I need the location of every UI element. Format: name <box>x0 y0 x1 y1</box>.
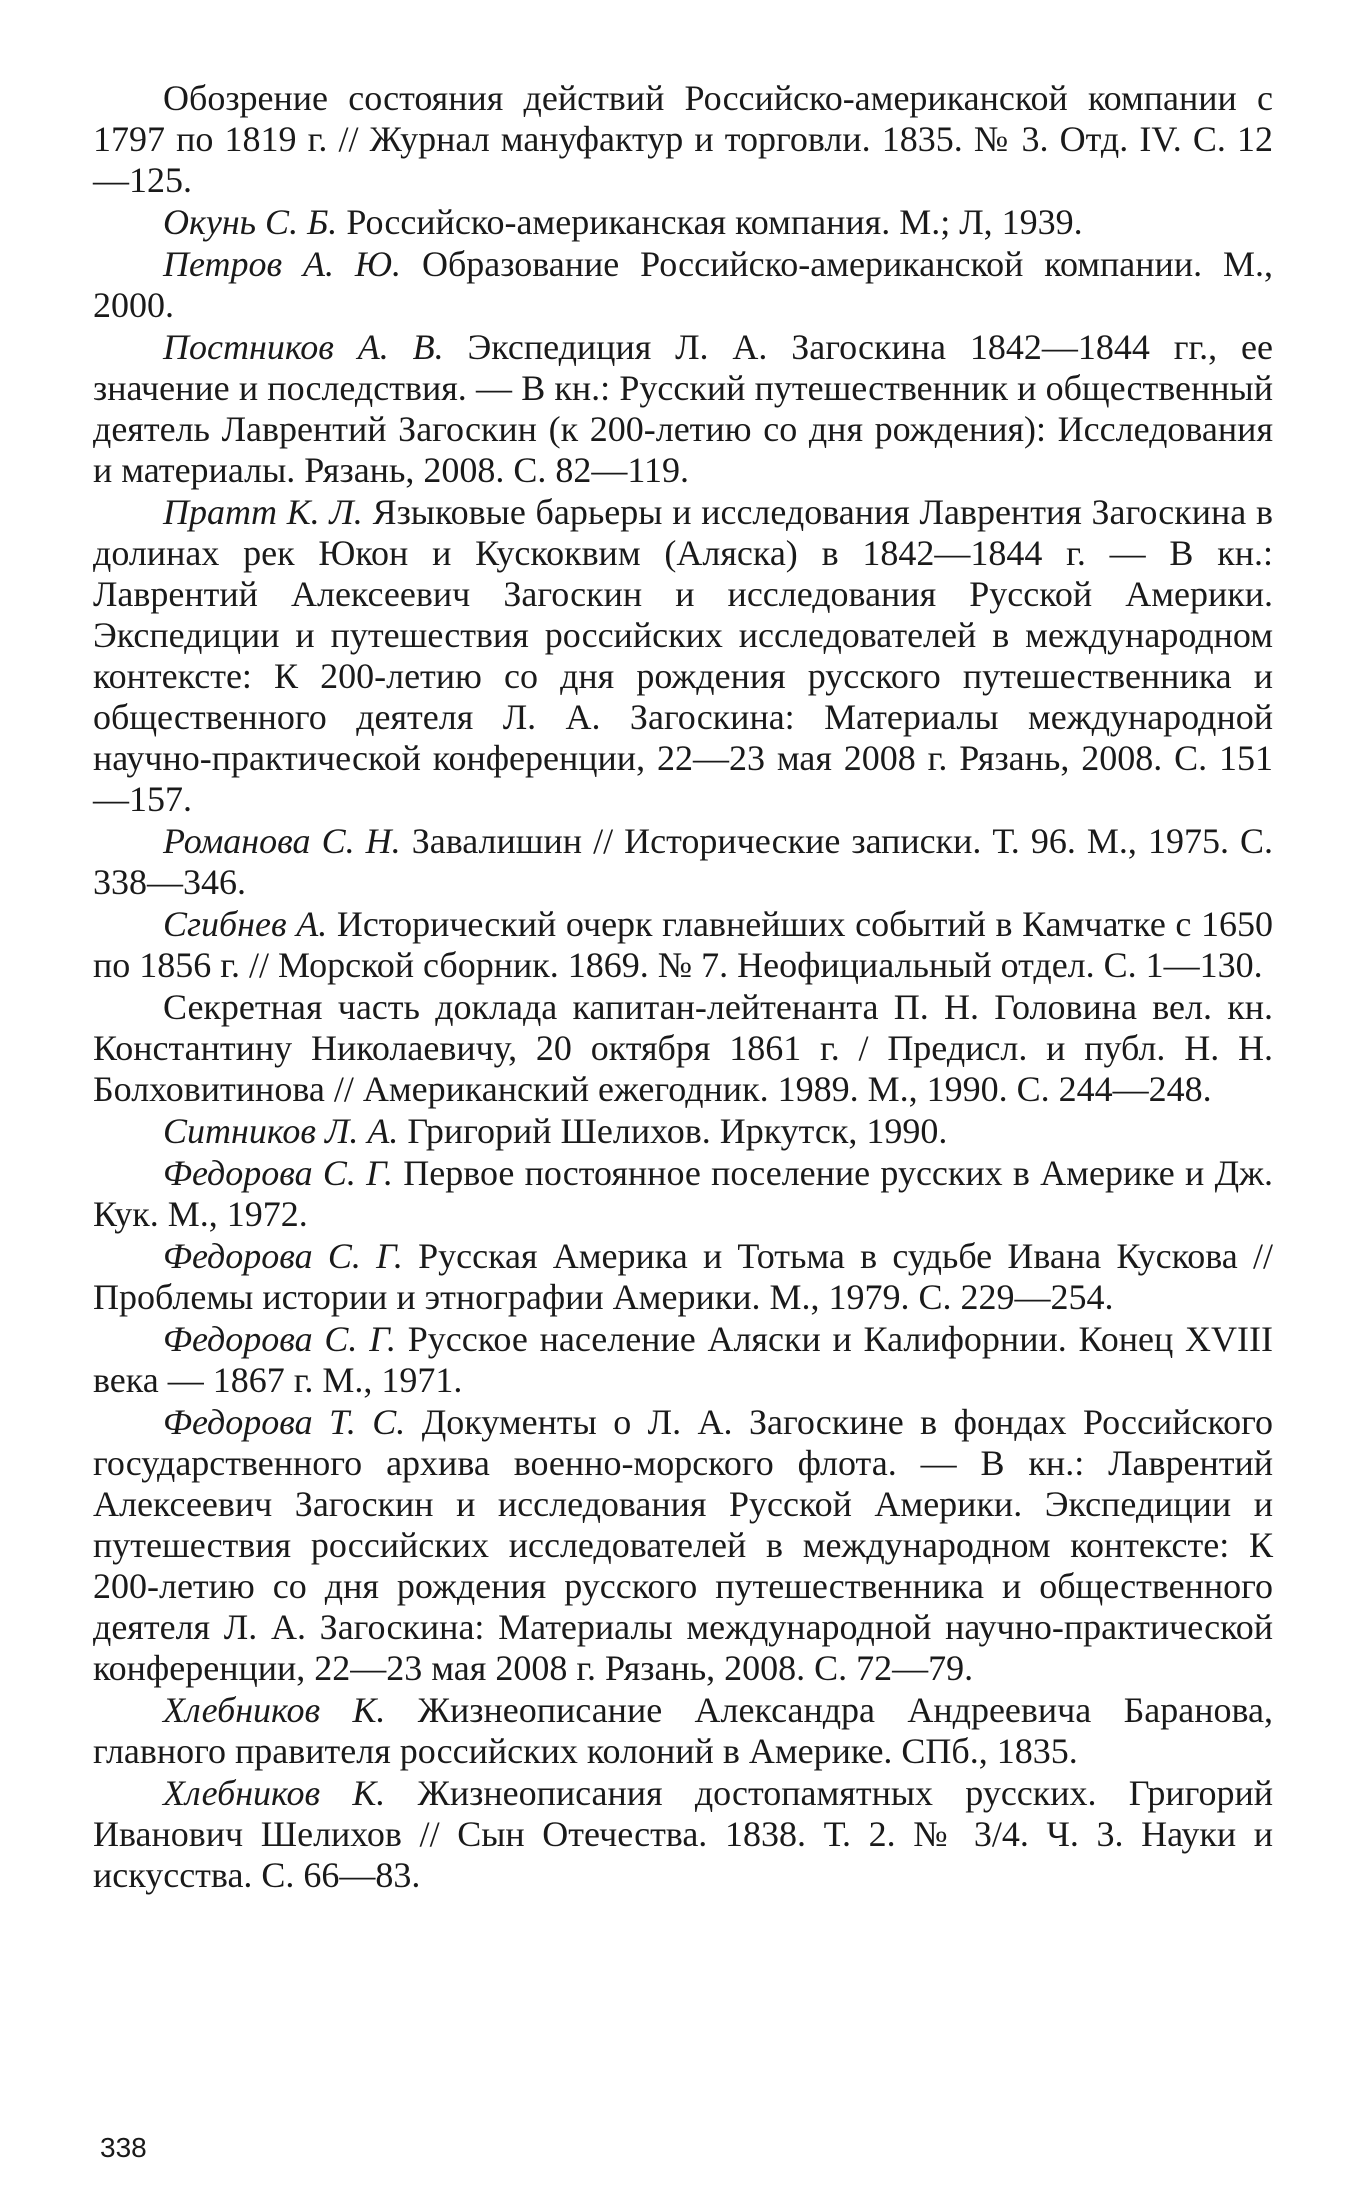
bibliography-entry <box>93 1153 1273 1235</box>
entry-text: Экспедиция Л. А. Загоскина 1842—1844 гг., ее значение и последствия. — В кн.: Русский путешественник и общественный деятель Лаврентий Загоскин (к 200-летию со дня рождения): Исследования и материалы. Рязань, 2008. С. 82—119. <box>93 327 1273 490</box>
entry-text: Первое постоянное поселение русских в Америке и Дж. Кук. М., 1972. <box>93 1153 1274 1234</box>
entry-text: Григорий Шелихов. Иркутск, 1990. <box>407 1111 948 1151</box>
bibliography-entry <box>93 904 1273 986</box>
bibliography-entry <box>93 202 1273 243</box>
entry-author: Петров А. Ю. <box>163 244 402 284</box>
entry-author: Пратт К. Л. <box>163 492 363 532</box>
entry-author: Постников А. В. <box>163 327 444 367</box>
entry-text: Жизнеописания достопамятных русских. Григорий Иванович Шелихов // Сын Отечества. 1838. Т. 2. № 3/4. Ч. 3. Науки и искусства. С. 66—83. <box>93 1773 1274 1895</box>
bibliography-entry <box>93 78 1273 201</box>
entry-author: Хлебников К. <box>163 1773 386 1813</box>
entry-text: Образование Российско-американской компании. М., 2000. <box>93 244 1273 325</box>
entry-text: Обозрение состояния действий Российско-американской компании с 1797 по 1819 г. // Журнал мануфактур и торговли. 1835. № 3. Отд. IV. С. 12—125. <box>93 78 1273 200</box>
entry-author: Окунь С. Б. <box>163 202 338 242</box>
bibliography-list <box>93 78 1273 1897</box>
entry-author: Сгибнев А. <box>163 904 328 944</box>
entry-author: Федорова С. Г. <box>163 1236 403 1276</box>
entry-text: Документы о Л. А. Загоскине в фондах Российского государственного архива военно-морского флота. — В кн.: Лаврентий Алексеевич Загоскин и исследования Русской Америки. Экспедиции и путешествия российских исследователей в международном контексте: К 200-летию со дня рождения русского путешественника и общественного деятеля Л. А. Загоскина: Материалы международной научно-практической конференции, 22—23 мая 2008 г. Рязань, 2008. С. 72—79. <box>93 1402 1273 1688</box>
entry-author: Федорова Т. С. <box>163 1402 406 1442</box>
entry-author: Федорова С. Г. <box>163 1153 393 1193</box>
entry-text: Исторический очерк главнейших событий в Камчатке с 1650 по 1856 г. // Морской сборник. 1869. № 7. Неофициальный отдел. С. 1—130. <box>93 904 1273 985</box>
bibliography-entry <box>93 987 1273 1110</box>
entry-text: Жизнеописание Александра Андреевича Баранова, главного правителя российских колоний в Америке. СПб., 1835. <box>93 1690 1274 1771</box>
entry-text: Русская Америка и Тотьма в судьбе Ивана Кускова // Проблемы истории и этнографии Америки. М., 1979. С. 229—254. <box>93 1236 1273 1317</box>
entry-text: Языковые барьеры и исследования Лаврентия Загоскина в долинах рек Юкон и Кускоквим (Аляска) в 1842—1844 г. — В кн.: Лаврентий Алексеевич Загоскин и исследования Русской Америки. Экспедиции и путешествия российских исследователей в международном контексте: К 200-летию со дня рождения русского путешественника и общественного деятеля Л. А. Загоскина: Материалы международной научно-практической конференции, 22—23 мая 2008 г. Рязань, 2008. С. 151—157. <box>93 492 1274 819</box>
entry-text: Российско-американская компания. М.; Л, 1939. <box>346 202 1083 242</box>
bibliography-entry <box>93 1236 1273 1318</box>
bibliography-entry <box>93 821 1273 903</box>
bibliography-entry <box>93 1402 1273 1689</box>
bibliography-entry <box>93 1111 1273 1152</box>
entry-author: Ситников Л. А. <box>163 1111 399 1151</box>
bibliography-entry <box>93 327 1273 491</box>
bibliography-entry <box>93 1319 1273 1401</box>
entry-author: Федорова С. Г. <box>163 1319 396 1359</box>
entry-text: Русское население Аляски и Калифорнии. Конец XVIII века — 1867 г. М., 1971. <box>93 1319 1273 1400</box>
bibliography-entry <box>93 492 1273 820</box>
bibliography-entry <box>93 1773 1273 1896</box>
bibliography-entry <box>93 244 1273 326</box>
bibliography-entry <box>93 1690 1273 1772</box>
entry-text: Секретная часть доклада капитан-лейтенанта П. Н. Головина вел. кн. Константину Николаевичу, 20 октября 1861 г. / Предисл. и публ. Н. Н. Болховитинова // Американский ежегодник. 1989. М., 1990. С. 244—248. <box>93 987 1273 1109</box>
entry-author: Хлебников К. <box>163 1690 386 1730</box>
entry-author: Романова С. Н. <box>163 821 401 861</box>
page-number: 338 <box>100 2132 147 2163</box>
entry-text: Завалишин // Исторические записки. Т. 96. М., 1975. С. 338—346. <box>93 821 1273 902</box>
